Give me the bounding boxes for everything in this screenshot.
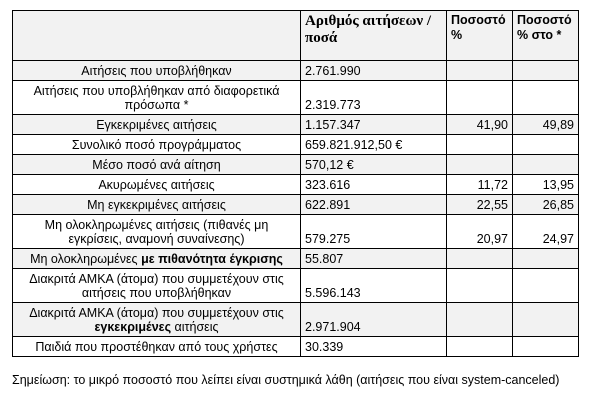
row-label: Μέσο ποσό ανά αίτηση [13,155,301,175]
table-row [13,115,579,135]
row-label [13,249,301,269]
row-percent [447,81,513,115]
row-value: 2.319.773 [301,81,447,115]
header-percent: Ποσοστό % [447,11,513,61]
row-label: Μη ολοκληρωμένες αιτήσεις (πιθανές μη εγκρίσεις, αναμονή συναίνεσης) [13,215,301,249]
row-value: 622.891 [301,195,447,215]
table-row [13,135,579,155]
footnote: Σημείωση: το μικρό ποσοστό που λείπει είναι συστημικά λάθη (αιτήσεις που είναι system-canceled) [12,373,560,387]
row-label: Αιτήσεις που υποβλήθηκαν από διαφορετικά πρόσωπα * [13,81,301,115]
row-value: 2.971.904 [301,303,447,337]
row-value: 55.807 [301,249,447,269]
table-row [13,269,579,303]
row-percent [447,303,513,337]
header-amount: Αριθμός αιτήσεων /ποσά [301,11,447,61]
row-label-emphasis: με πιθανότητα έγκρισης [141,252,283,267]
row-label-text: Διακριτά ΑΜΚΑ (άτομα) που συμμετέχουν στις [29,305,284,320]
row-value: 570,12 € [301,155,447,175]
row-label: Αιτήσεις που υποβλήθηκαν [13,61,301,81]
table-row [13,195,579,215]
row-value: 579.275 [301,215,447,249]
row-value: 659.821.912,50 € [301,135,447,155]
table-row [13,61,579,81]
row-label [13,303,301,337]
row-percent [447,61,513,81]
table-row [13,249,579,269]
row-percent [447,269,513,303]
row-label: Ακυρωμένες αιτήσεις [13,175,301,195]
table-row [13,175,579,195]
header-label [13,11,301,61]
row-percent [447,337,513,357]
row-percent [447,135,513,155]
row-value: 1.157.347 [301,115,447,135]
row-label-emphasis: εγκεκριμένες [94,320,172,335]
row-percent [447,249,513,269]
row-percent-of: 13,95 [513,175,579,195]
row-percent-of [513,81,579,115]
row-percent-of [513,249,579,269]
row-percent [447,155,513,175]
row-percent-of [513,337,579,357]
row-label: Παιδιά που προστέθηκαν από τους χρήστες [13,337,301,357]
row-percent: 41,90 [447,115,513,135]
row-value: 323.616 [301,175,447,195]
table-row [13,155,579,175]
row-percent-of [513,303,579,337]
row-percent-of: 49,89 [513,115,579,135]
table-row [13,303,579,337]
statistics-table [12,10,579,357]
row-percent-of: 26,85 [513,195,579,215]
header-percent-of: Ποσοστό % στο * [513,11,579,61]
row-percent-of [513,155,579,175]
row-label: Συνολικό ποσό προγράμματος [13,135,301,155]
row-percent-of [513,61,579,81]
row-percent: 11,72 [447,175,513,195]
row-percent-of: 24,97 [513,215,579,249]
row-percent: 22,55 [447,195,513,215]
row-percent-of [513,269,579,303]
row-label: Μη εγκεκριμένες αιτήσεις [13,195,301,215]
table-row [13,81,579,115]
row-label-text-end: αιτήσεις [171,320,219,335]
row-label: Εγκεκριμένες αιτήσεις [13,115,301,135]
row-value: 30.339 [301,337,447,357]
table-row [13,337,579,357]
row-label-text: Μη ολοκληρωμένες [30,252,142,267]
row-percent-of [513,135,579,155]
row-label: Διακριτά ΑΜΚΑ (άτομα) που συμμετέχουν στις αιτήσεις που υποβλήθηκαν [13,269,301,303]
row-percent: 20,97 [447,215,513,249]
row-value: 5.596.143 [301,269,447,303]
table-row [13,215,579,249]
header-row [13,11,579,61]
row-value: 2.761.990 [301,61,447,81]
